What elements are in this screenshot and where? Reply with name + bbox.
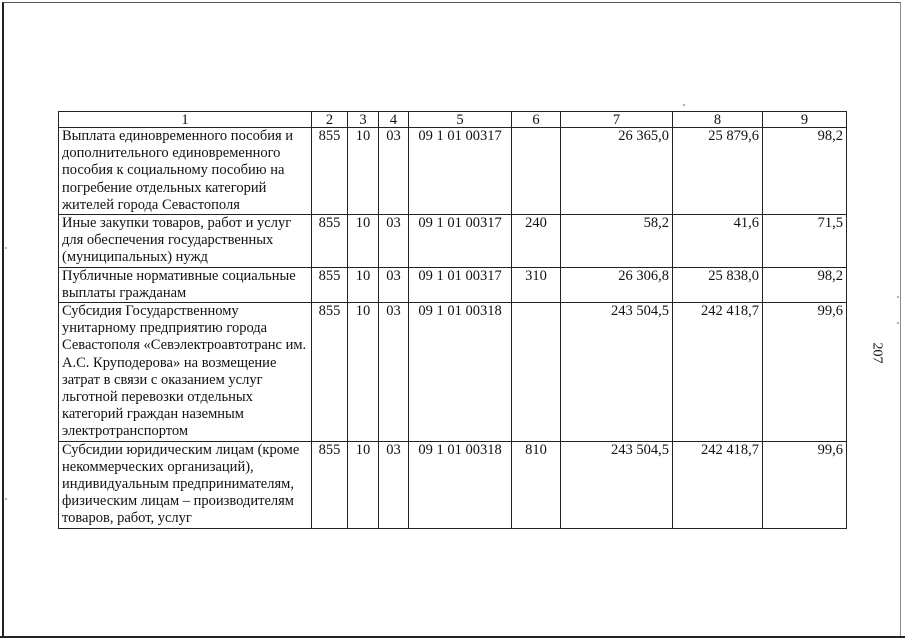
table-header-row [59, 112, 847, 128]
page-bottom-border [0, 636, 905, 638]
section-cell: 10 [348, 267, 379, 302]
percent-cell: 99,6 [763, 441, 847, 528]
table-row [59, 267, 847, 302]
executed-amount-cell: 41,6 [673, 215, 763, 268]
table-row [59, 215, 847, 268]
expense-type-cell: 240 [512, 215, 561, 268]
ministry-code-cell: 855 [312, 128, 348, 215]
percent-cell: 71,5 [763, 215, 847, 268]
column-header: 8 [673, 112, 763, 128]
table-row [59, 303, 847, 442]
section-cell: 10 [348, 215, 379, 268]
ministry-code-cell: 855 [312, 441, 348, 528]
planned-amount-cell: 243 504,5 [561, 303, 673, 442]
scan-speck [897, 322, 899, 324]
page-number: 207 [869, 342, 885, 364]
section-cell: 10 [348, 441, 379, 528]
executed-amount-cell: 242 418,7 [673, 441, 763, 528]
scan-speck [683, 104, 685, 106]
target-article-cell: 09 1 01 00317 [409, 215, 512, 268]
percent-cell: 99,6 [763, 303, 847, 442]
column-header: 3 [348, 112, 379, 128]
ministry-code-cell: 855 [312, 267, 348, 302]
expense-type-cell [512, 303, 561, 442]
ministry-code-cell: 855 [312, 303, 348, 442]
row-name-cell: Субсидия Государственному унитарному предприятию города Севастополя «Севэлектроавтотранс им. А.С. Круподерова» на возмещение затрат в связи с оказанием услуг льготной перевозки отдельных категорий граждан наземным электротранспортом [59, 303, 312, 442]
row-name-cell: Субсидии юридическим лицам (кроме некоммерческих организаций), индивидуальным предпринимателям, физическим лицам – производителям товаров, работ, услуг [59, 441, 312, 528]
target-article-cell: 09 1 01 00317 [409, 128, 512, 215]
executed-amount-cell: 25 838,0 [673, 267, 763, 302]
scan-speck [5, 498, 7, 500]
budget-table [58, 111, 847, 529]
expense-type-cell: 810 [512, 441, 561, 528]
planned-amount-cell: 26 365,0 [561, 128, 673, 215]
percent-cell: 98,2 [763, 267, 847, 302]
planned-amount-cell: 26 306,8 [561, 267, 673, 302]
executed-amount-cell: 25 879,6 [673, 128, 763, 215]
planned-amount-cell: 243 504,5 [561, 441, 673, 528]
column-header: 1 [59, 112, 312, 128]
row-name-cell: Выплата единовременного пособия и дополнительного единовременного пособия к социальному пособию на погребение отдельных категорий жителей города Севастополя [59, 128, 312, 215]
executed-amount-cell: 242 418,7 [673, 303, 763, 442]
expense-type-cell [512, 128, 561, 215]
scan-speck [897, 296, 899, 298]
row-name-cell: Публичные нормативные социальные выплаты гражданам [59, 267, 312, 302]
target-article-cell: 09 1 01 00317 [409, 267, 512, 302]
column-header: 7 [561, 112, 673, 128]
row-name-cell: Иные закупки товаров, работ и услуг для обеспечения государственных (муниципальных) нужд [59, 215, 312, 268]
subsection-cell: 03 [379, 215, 409, 268]
section-cell: 10 [348, 303, 379, 442]
column-header: 4 [379, 112, 409, 128]
ministry-code-cell: 855 [312, 215, 348, 268]
table-row [59, 128, 847, 215]
subsection-cell: 03 [379, 441, 409, 528]
section-cell: 10 [348, 128, 379, 215]
column-header: 2 [312, 112, 348, 128]
percent-cell: 98,2 [763, 128, 847, 215]
table-row [59, 441, 847, 528]
scan-speck [5, 247, 7, 249]
subsection-cell: 03 [379, 128, 409, 215]
planned-amount-cell: 58,2 [561, 215, 673, 268]
target-article-cell: 09 1 01 00318 [409, 441, 512, 528]
column-header: 9 [763, 112, 847, 128]
target-article-cell: 09 1 01 00318 [409, 303, 512, 442]
column-header: 6 [512, 112, 561, 128]
subsection-cell: 03 [379, 267, 409, 302]
subsection-cell: 03 [379, 303, 409, 442]
column-header: 5 [409, 112, 512, 128]
expense-type-cell: 310 [512, 267, 561, 302]
